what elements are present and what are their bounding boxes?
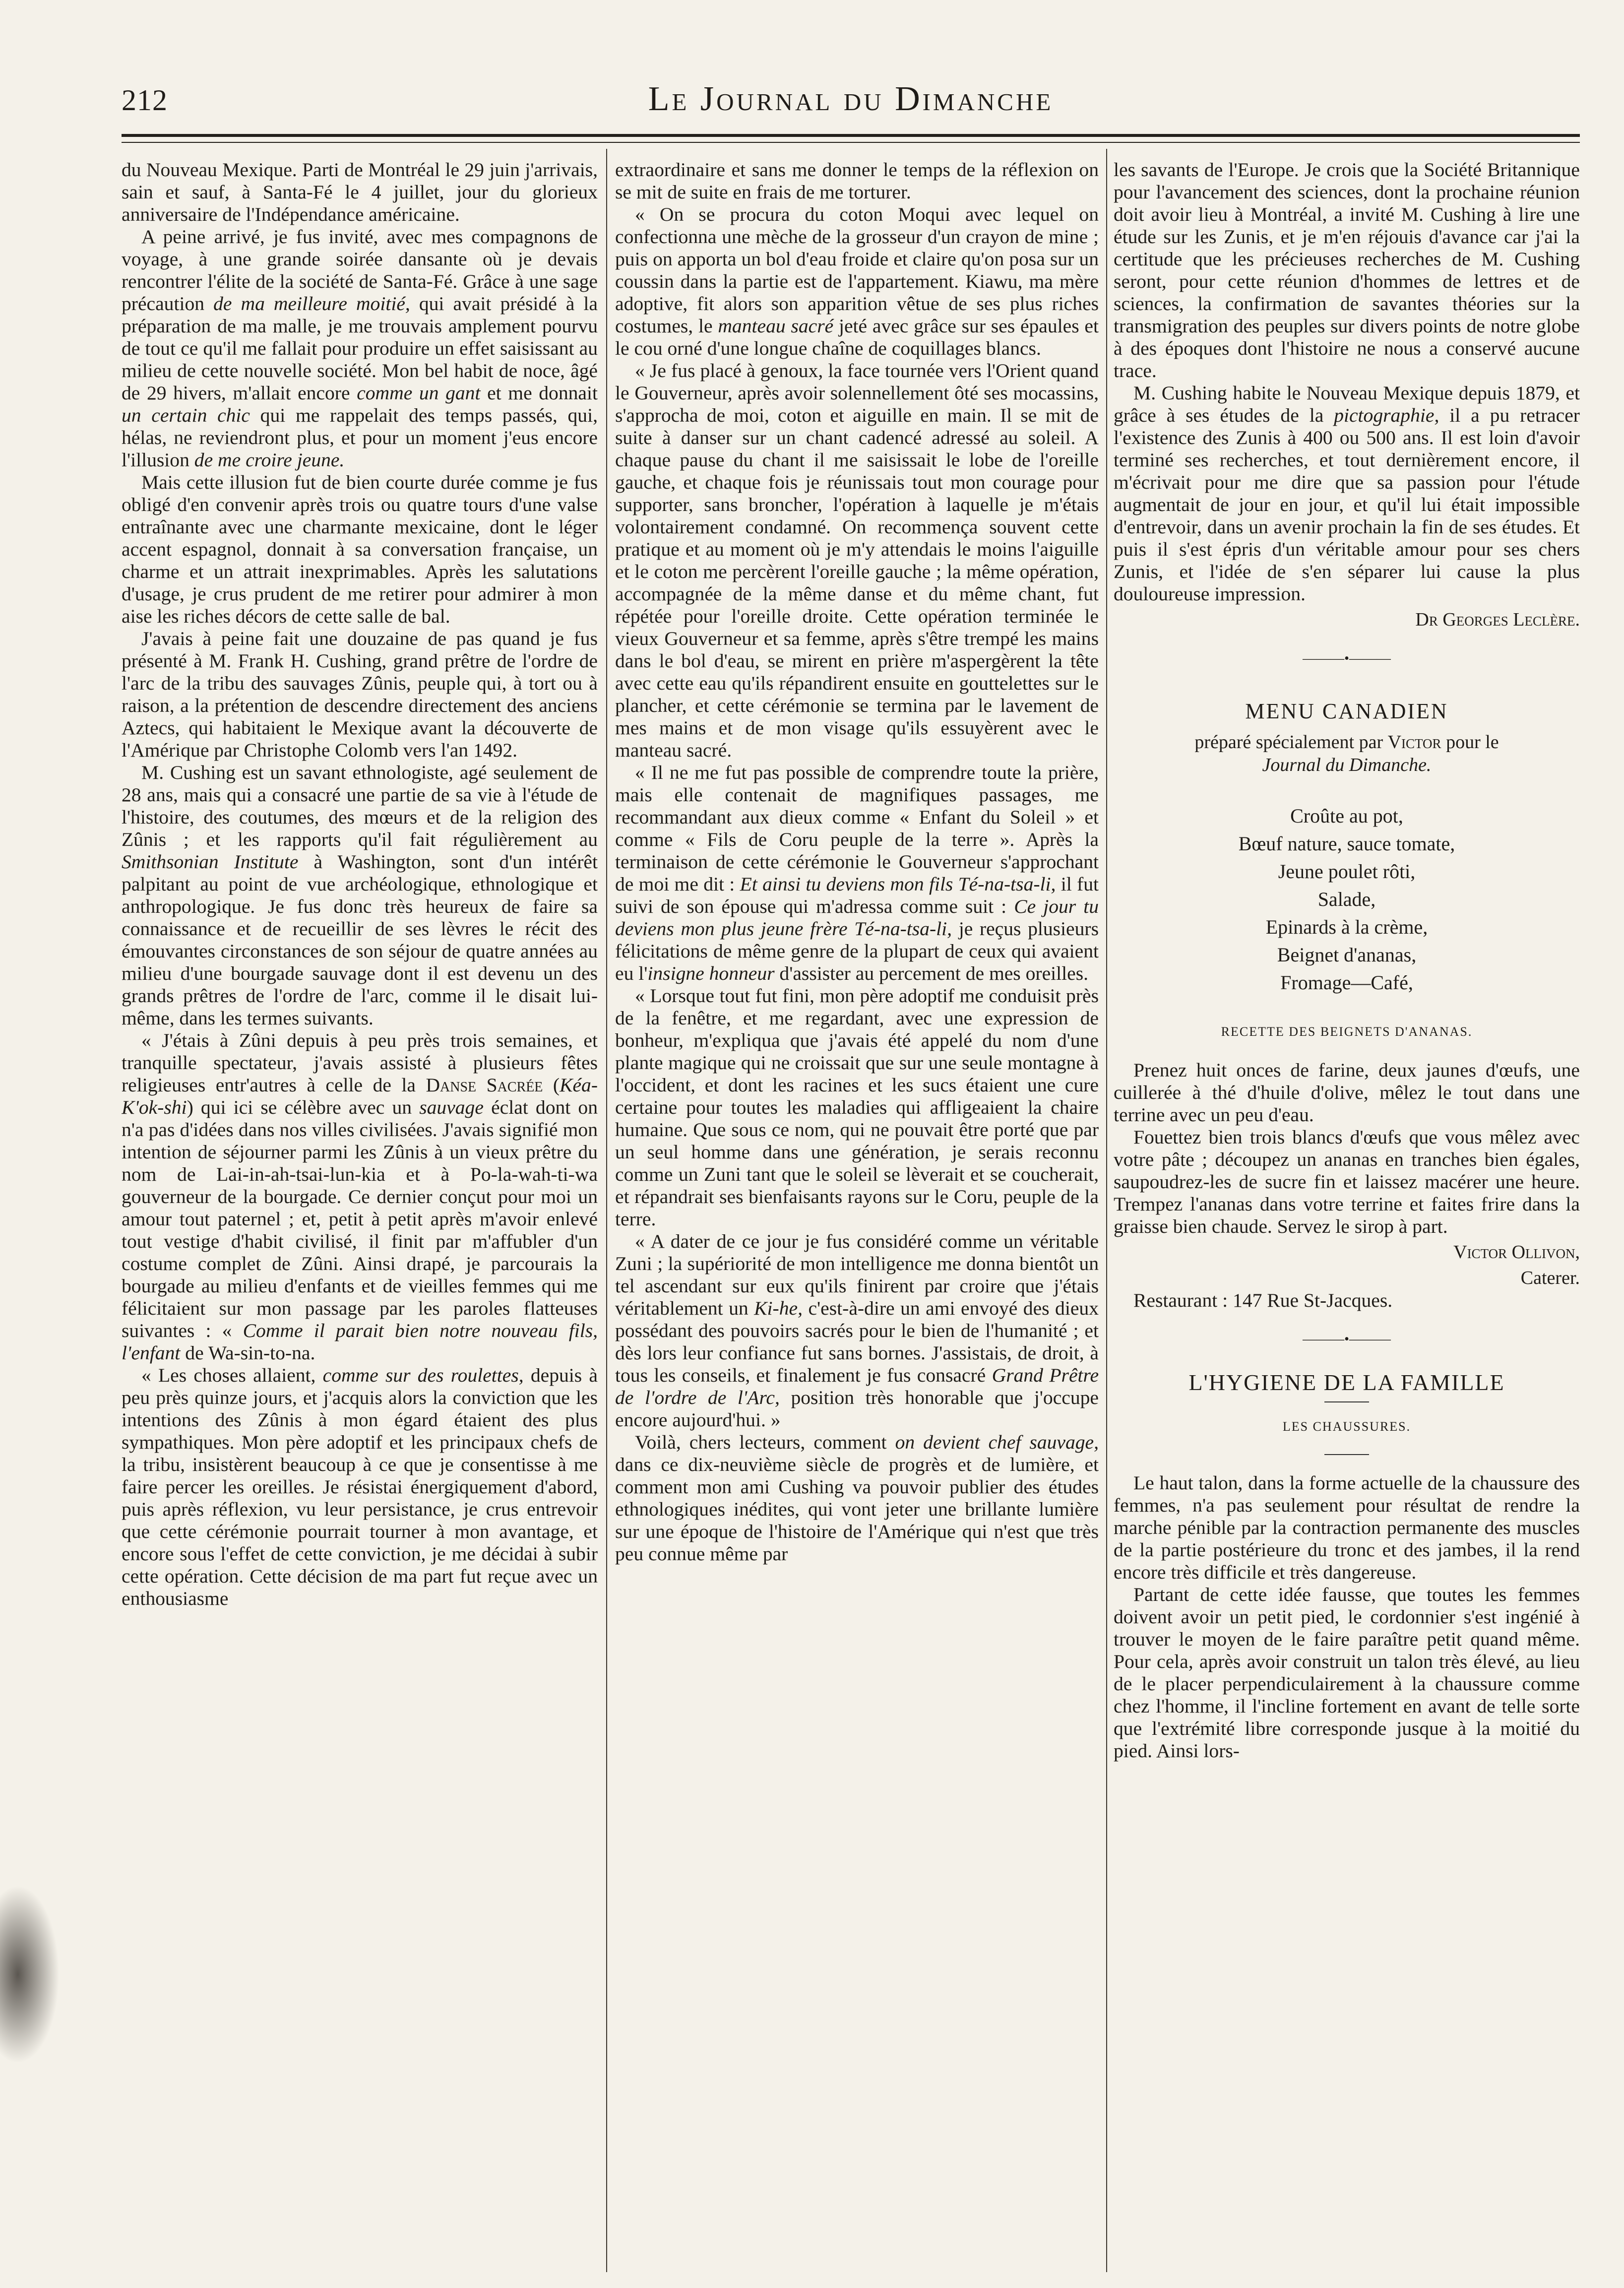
page-header [122, 74, 1580, 129]
article-paragraph: Mais cette illusion fut de bien courte durée comme je fus obligé d'en convenir après trois ou quatre tours d'une valse entraînante avec une charmante mexicaine, dont le léger accent espagnol, donnait à sa conversation française, un charme et un attrait inexprimables. Après les salutations d'usage, je crus prudent de me retirer pour admirer à mon aise les riches décors de cette salle de bal. [122, 471, 598, 627]
article-paragraph: Le haut talon, dans la forme actuelle de la chaussure des femmes, n'a pas seulement pour résultat de rendre la marche pénible par la contraction permanente des muscles de la partie postérieure du tronc et des jambes, il la rend encore très difficile et très dangereuse. [1114, 1472, 1580, 1583]
article-paragraph: du Nouveau Mexique. Parti de Montréal le 29 juin j'arrivais, sain et sauf, à Santa-Fé le 4 juillet, jour du glorieux anniversaire de l'Indépendance américaine. [122, 159, 598, 225]
article-paragraph: « Je fus placé à genoux, la face tournée vers l'Orient quand le Gouverneur, après avoir solennellement ôté ses mocassins, s'approcha de moi, coton et aiguille en main. Il se mit de suite à danser sur un chant cadencé adressé au soleil. A chaque pause du chant il me saisissait le lobe de l'oreille gauche, et chaque fois je réunissais tout mon courage pour supporter, sans broncher, l'opération à laquelle je m'étais volontairement condamné. On recommença souvent cette pratique et au moment où je m'y attendais le moins l'aiguille et le coton me percèrent l'oreille gauche ; la même opération, accompagnée de la même danse et du même chant, fut répétée pour l'oreille droite. Cette opération terminée le vieux Gouverneur et sa femme, après s'être trempé les mains dans le bol d'eau, se mirent en prière m'aspergèrent la tête avec cette eau qu'ils répandirent ensuite en gouttelettes sur le plancher, et cette cérémonie se termina par le lavement de mes mains et de mon visage qu'ils essuyèrent avec le manteau sacré. [615, 360, 1099, 761]
caterer-role: Caterer. [1520, 1268, 1580, 1288]
menu-item: Salade, [1317, 888, 1376, 910]
section-separator: ———•——— [1303, 651, 1391, 666]
column-3 [1114, 159, 1580, 2267]
column-2 [615, 159, 1099, 2267]
article-paragraph: « A dater de ce jour je fus considéré comme un véritable Zuni ; la supériorité de mon intelligence me donna bientôt un tel ascendant sur eux qu'ils finirent par croire que j'étais véritablement un Ki-he, c'est-à-dire un ami envoyé des dieux possédant des pouvoirs sacrés pour le bien de l'humanité ; et dès lors leur confiance fut sans bornes. J'assistais, de droit, à tous les conseils, et finalement je fus consacré Grand Prêtre de l'ordre de l'Arc, position très honorable que j'occupe encore aujourd'hui. » [615, 1230, 1099, 1431]
hygiene-subtitle: LES CHAUSSURES. [1282, 1419, 1411, 1434]
menu-item: Beignet d'ananas, [1277, 944, 1417, 966]
menu-item: Epinards à la crème, [1265, 916, 1428, 938]
article-paragraph: M. Cushing est un savant ethnologiste, agé seulement de 28 ans, mais qui a consacré une partie de sa vie à l'étude de l'histoire, des coutumes, des mœurs et de la religion des Zûnis ; et les rapports qu'il fait régulièrement au Smithsonian Institute à Washington, sont d'un intérêt palpitant au point de vue archéologique, ethnologique et anthropologique. Je fus donc très heureux de faire sa connaissance et de recueillir de ses lèvres le récit des émouvantes circonstances de son séjour de quatre années au milieu d'une bourgade sauvage dont il est devenu un des grands prêtres de l'ordre de l'arc, comme il le disait lui-même, dans les termes suivants. [122, 762, 598, 1029]
section-separator: ———•——— [1303, 1332, 1391, 1347]
article-paragraph: M. Cushing habite le Nouveau Mexique depuis 1879, et grâce à ses études de la pictographie, il a pu retracer l'existence des Zunis à 400 ou 500 ans. Il est loin d'avoir terminé ses recherches, et tout dernièrement encore, il m'écrivait pour me dire que sa passion pour l'étude augmentait de jour en jour, et qu'il lui était impossible d'entrevoir, dans un avenir prochain la fin de ses études. Et puis il s'est épris d'un véritable amour pour ses chers Zunis, et l'idée de s'en séparer lui cause la plus douloureuse impression. [1114, 382, 1580, 605]
caterer-signature: Victor Ollivon, [1453, 1242, 1580, 1263]
column-1 [122, 159, 598, 2267]
journal-title: Le Journal du Dimanche [648, 80, 1054, 118]
title-underline [1324, 1401, 1369, 1402]
article-paragraph: « On se procura du coton Moqui avec lequel on confectionna une mèche de la grosseur d'un crayon de mine ; puis on apporta un bol d'eau froide et claire qu'on posa sur un coussin dans la partie est de l'appartement. Kiawu, ma mère adoptive, fit alors son apparition vêtue de ses plus riches costumes, le manteau sacré jeté avec grâce sur ses épaules et le cou orné d'une longue chaîne de coquillages blancs. [615, 203, 1099, 359]
column-divider [606, 149, 607, 2272]
article-paragraph: Voilà, chers lecteurs, comment on devient chef sauvage, dans ce dix-neuvième siècle de progrès et de lumière, et comment mon ami Cushing va pouvoir publier des études ethnologiques inédites, qui vont jeter une brillante lumière sur une époque de l'histoire de l'Amérique qui n'est que très peu connue même par [615, 1431, 1099, 1565]
article-paragraph: J'avais à peine fait une douzaine de pas quand je fus présenté à M. Frank H. Cushing, grand prêtre de l'ordre de l'arc de la tribu des sauvages Zûnis, peuple qui, à tort ou à raison, a la prétention de descendre directement des anciens Aztecs, qui habitaient le Mexique avant la découverte de l'Amérique par Christophe Colomb vers l'an 1492. [122, 628, 598, 761]
article-paragraph: A peine arrivé, je fus invité, avec mes compagnons de voyage, à une grande soirée dansante où je devais rencontrer l'élite de la société de Santa-Fé. Grâce à une sage précaution de ma meilleure moitié, qui avait présidé à la préparation de ma malle, je me trouvais amplement pourvu de tout ce qu'il me fallait pour produire un effet saisissant au milieu de cette nouvelle société. Mon bel habit de noce, âgé de 29 hivers, m'allait encore comme un gant et me donnait un certain chic qui me rappelait des temps passés, qui, hélas, ne reviendront plus, et pour un moment j'eus encore l'illusion de me croire jeune. [122, 226, 598, 471]
menu-subtitle: préparé spécialement par Victor pour le [1194, 732, 1499, 753]
page-damage-mark [0, 1885, 60, 2064]
menu-item: Bœuf nature, sauce tomate, [1238, 832, 1455, 855]
menu-title: MENU CANADIEN [1245, 699, 1448, 723]
author-signature: Dr Georges Leclère. [1415, 609, 1580, 630]
recipe-paragraph: Prenez huit onces de farine, deux jaunes d'œufs, une cuillerée à thé d'huile d'olive, mêlez le tout dans une terrine avec un peu d'eau. [1114, 1059, 1580, 1126]
menu-subtitle-journal: Journal du Dimanche. [1262, 755, 1432, 775]
subtitle-underline [1324, 1454, 1369, 1455]
header-rule-thin [122, 142, 1580, 143]
article-paragraph: « Les choses allaient, comme sur des roulettes, depuis à peu près quinze jours, et j'acquis alors la conviction que les intentions des Zûnis à mon égard étaient des plus sympathiques. Mon père adoptif et les principaux chefs de la tribu, insistèrent beaucoup à ce que je consentisse à me faire percer les oreilles. Je résistai énergiquement d'abord, puis après réflexion, vu leur persistance, je crus entrevoir que cette cérémonie pourrait tourner à mon avantage, et encore sous l'effet de cette conviction, je me décidai à subir cette opération. Cette décision de ma part fut reçue avec un enthousiasme [122, 1364, 598, 1609]
column-divider [1106, 149, 1107, 2272]
article-paragraph: Partant de cette idée fausse, que toutes les femmes doivent avoir un petit pied, le cordonnier s'est ingénié à trouver le moyen de le faire paraître petit quand même. Pour cela, après avoir construit un talon très élevé, au lieu de le placer perpendiculairement à la chaussure comme chez l'homme, il l'incline fortement en avant de telle sorte que l'extrémité libre corresponde jusque à la moitié du pied. Ainsi lors- [1114, 1584, 1580, 1762]
recipe-heading: RECETTE DES BEIGNETS D'ANANAS. [1221, 1024, 1473, 1039]
article-paragraph: « Il ne me fut pas possible de comprendre toute la prière, mais elle contenait de magnifiques passages, me recommandant aux dieux comme « Enfant du Soleil » et comme « Fils de Coru peuple de la terre ». Après la terminaison de cette cérémonie le Gouverneur s'approchant de moi me dit : Et ainsi tu deviens mon fils Té-na-tsa-li, il fut suivi de son épouse qui m'adressa comme suit : Ce jour tu deviens mon plus jeune frère Té-na-tsa-li, je reçus plusieurs félicitations de même genre de la plupart de ceux qui avaient eu l'insigne honneur d'assister au percement de mes oreilles. [615, 762, 1099, 984]
article-paragraph: extraordinaire et sans me donner le temps de la réflexion on se mit de suite en frais de me torturer. [615, 159, 1099, 203]
article-paragraph: les savants de l'Europe. Je crois que la Société Britannique pour l'avancement des sciences, dont la prochaine réunion doit avoir lieu à Montréal, a invité M. Cushing à lire une étude sur les Zunis, et je m'en réjouis d'avance car j'ai la certitude que les précieuses recherches de M. Cushing seront, pour cette réunion d'hommes de lettres et de sciences, la confirmation de savantes théories sur la transmigration des peuples sur divers points de notre globe à des époques dont l'histoire ne nous a conservé aucune trace. [1114, 159, 1580, 381]
header-rule-thick [122, 134, 1580, 137]
hygiene-title: L'HYGIENE DE LA FAMILLE [1188, 1370, 1505, 1395]
menu-item: Jeune poulet rôti, [1278, 860, 1416, 883]
recipe-paragraph: Fouettez bien trois blancs d'œufs que vous mêlez avec votre pâte ; découpez un ananas en tranches bien égales, saupoudrez-les de sucre fin et laissez macérer une heure. Trempez l'ananas dans votre terrine et faites frire dans la graisse bien chaude. Servez le sirop à part. [1114, 1126, 1580, 1237]
page-number: 212 [122, 84, 168, 117]
article-paragraph: « Lorsque tout fut fini, mon père adoptif me conduisit près de la fenêtre, et me regardant, avec une expression de bonheur, m'expliqua que j'avais été appelé du nom d'une plante magique qui ne croissait que sur une seule montagne à l'occident, et dont les racines et les sucs étaient une cure certaine pour toutes les maladies qui affligeaient la chaire humaine. Que sous ce nom, qui ne pouvait être porté que par un seul homme dans une génération, je serais reconnu comme un Zuni tant que le soleil se lèverait et se coucherait, et répandrait ses bienfaisants rayons sur le Coru, peuple de la terre. [615, 985, 1099, 1230]
article-paragraph: « J'étais à Zûni depuis à peu près trois semaines, et tranquille spectateur, j'avais assisté à plusieurs fêtes religieuses entr'autres à celle de la Danse Sacrée (Kéa-K'ok-shi) qui ici se célèbre avec un sauvage éclat dont on n'a pas d'idées dans nos villes civilisées. J'avais signifié mon intention de séjourner parmi les Zûnis à un vieux prêtre du nom de Lai-in-ah-tsai-lun-kia et à Po-la-wah-ti-wa gouverneur de la bourgade. Ce dernier conçut pour moi un amour tout paternel ; et, petit à petit après m'avoir enlevé tout vestige d'habit civilisé, il finit par m'affubler d'un costume complet de Zûni. Ainsi drapé, je parcourais la bourgade au milieu d'enfants et de vieilles femmes qui me félicitaient sur mon passage par les paroles flatteuses suivantes : « Comme il parait bien notre nouveau fils, l'enfant de Wa-sin-to-na. [122, 1029, 598, 1364]
menu-item: Fromage—Café, [1280, 971, 1413, 994]
restaurant-address: Restaurant : 147 Rue St-Jacques. [1133, 1289, 1393, 1311]
menu-item: Croûte au pot, [1290, 805, 1403, 827]
